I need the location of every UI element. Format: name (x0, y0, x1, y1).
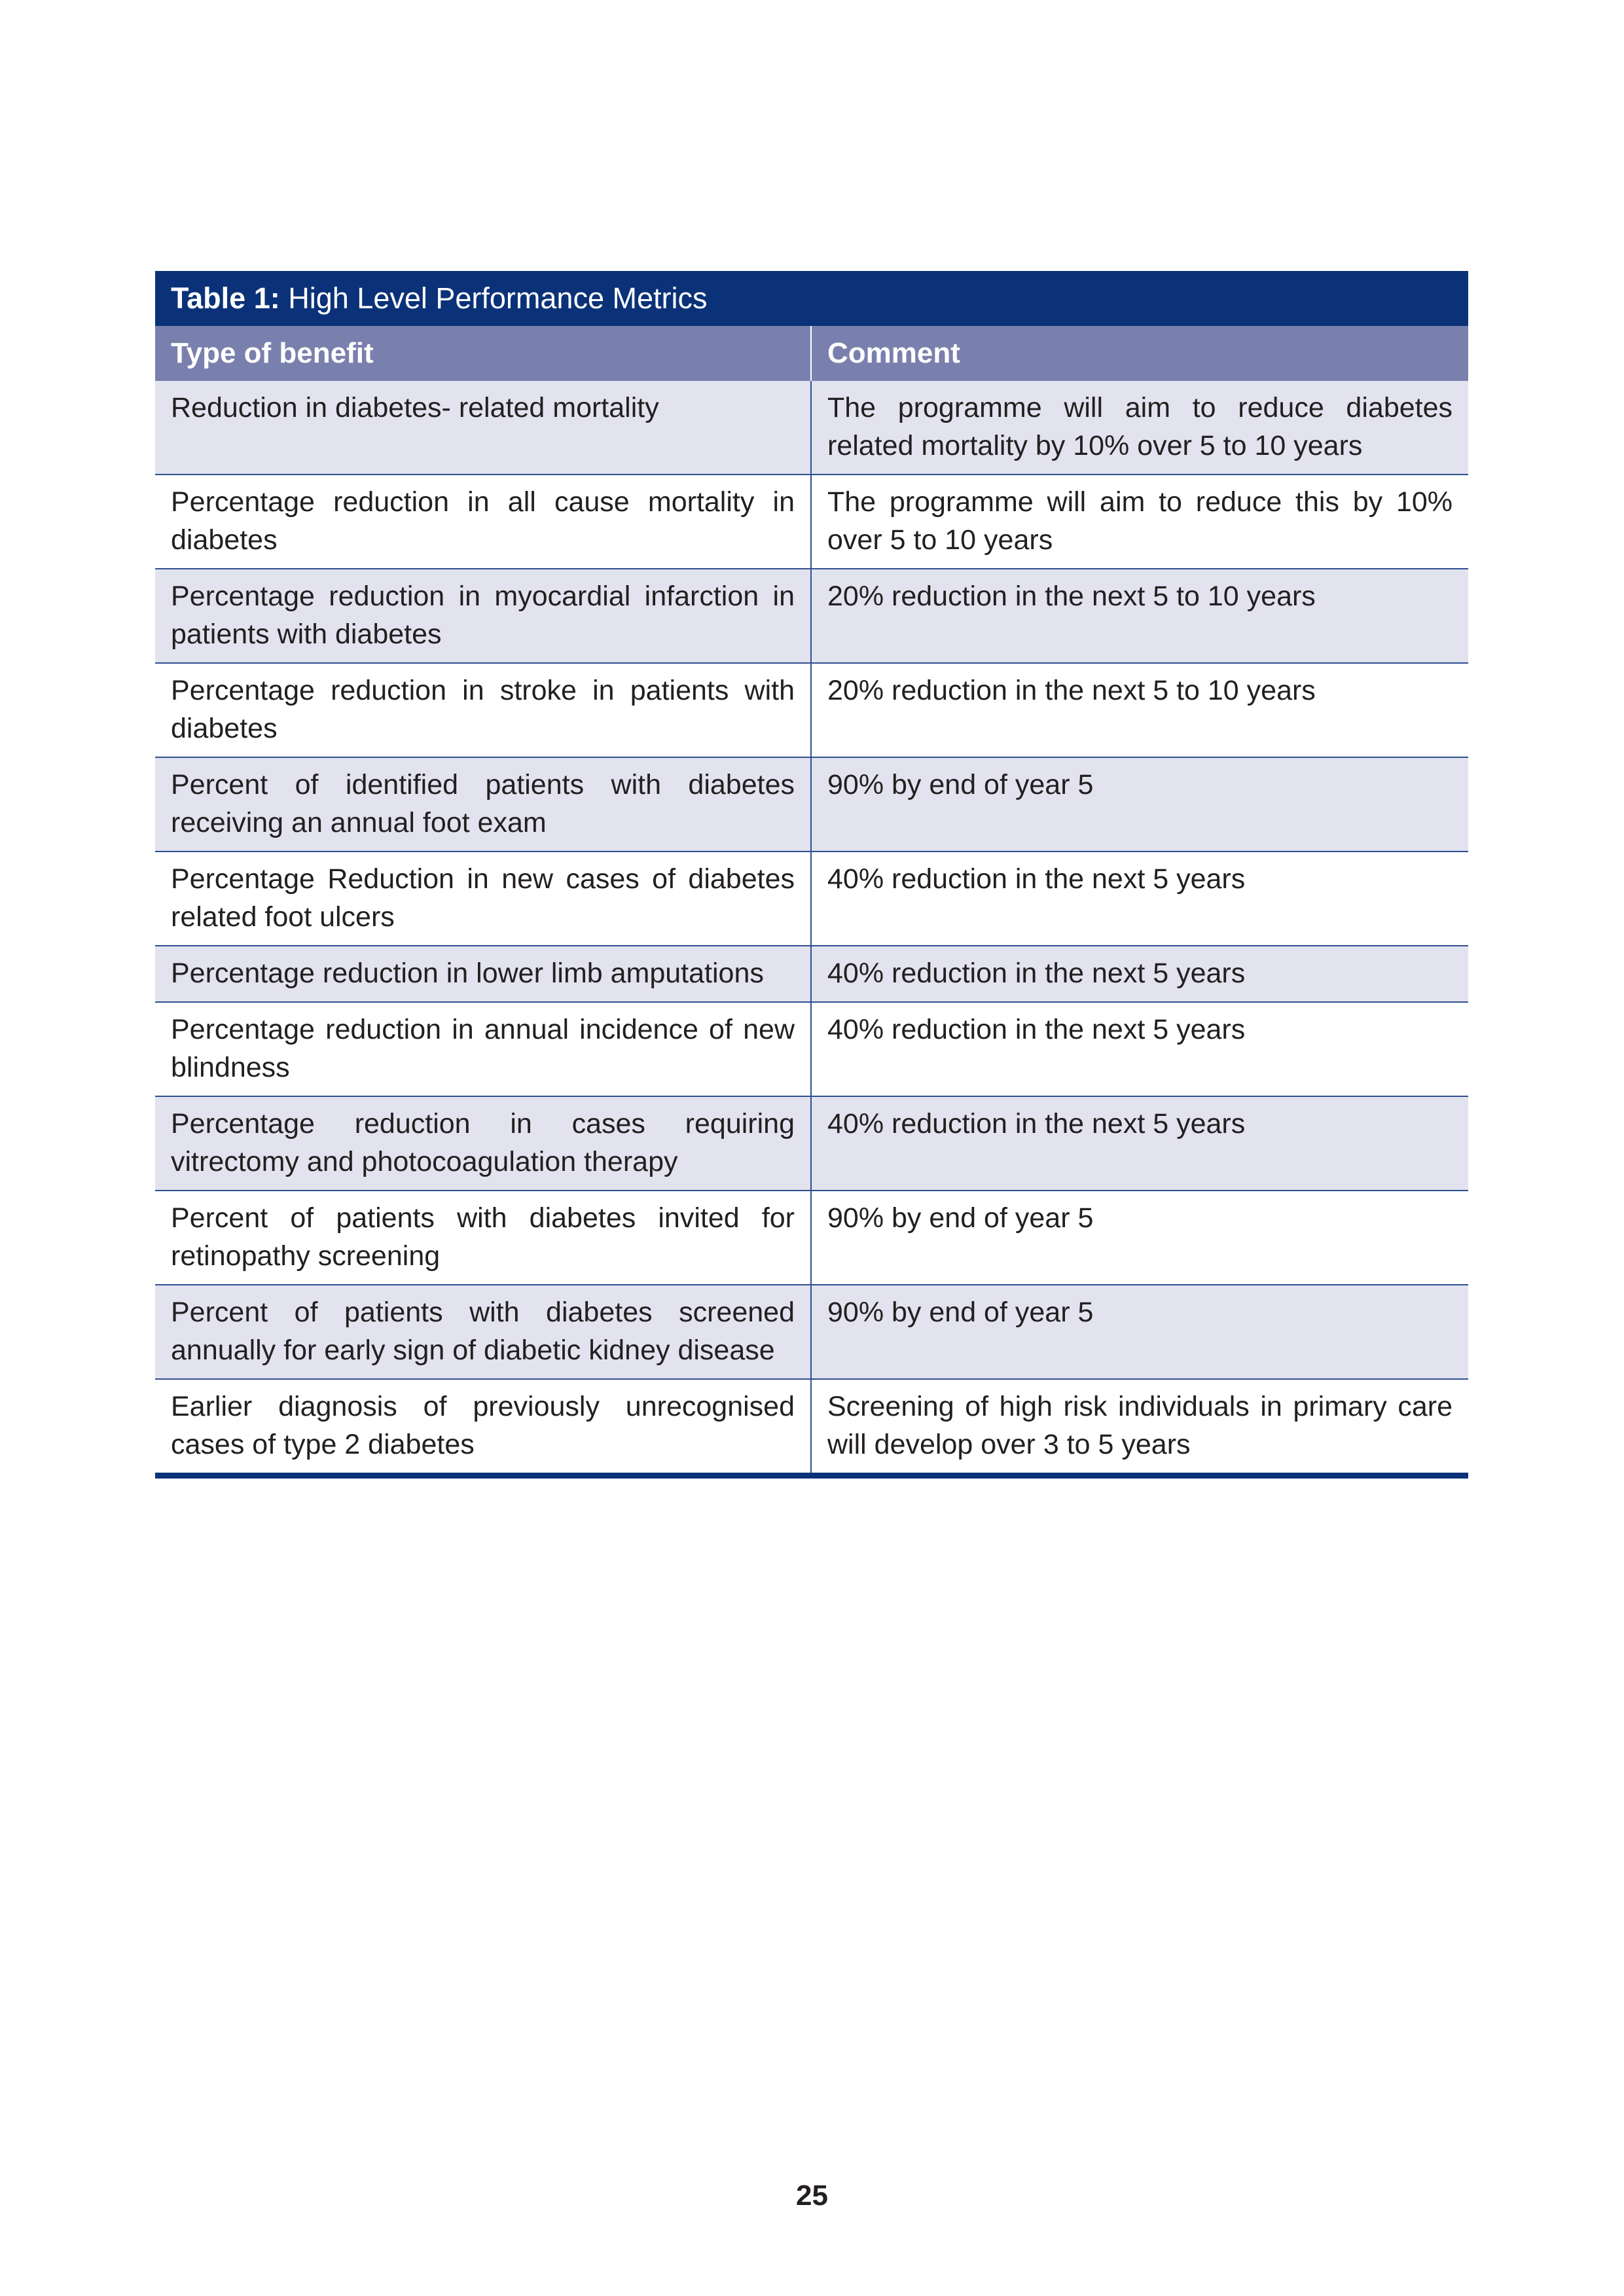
comment-cell: 40% reduction in the next 5 years (811, 946, 1468, 1002)
page-number: 25 (796, 2179, 828, 2212)
table-caption-row (155, 271, 1468, 326)
comment-cell: 90% by end of year 5 (811, 1191, 1468, 1285)
performance-metrics-table-wrapper (155, 271, 1468, 1479)
benefit-cell: Percentage reduction in myocardial infarction in patients with diabetes (155, 569, 811, 663)
table-row (155, 1096, 1468, 1191)
benefit-cell: Reduction in diabetes- related mortality (155, 381, 811, 475)
benefit-cell: Percentage reduction in annual incidence of new blindness (155, 1002, 811, 1096)
table-row (155, 946, 1468, 1002)
performance-metrics-table (155, 271, 1468, 1479)
comment-cell: 90% by end of year 5 (811, 757, 1468, 852)
table-caption-label: Table 1: (171, 281, 280, 315)
benefit-cell: Percentage reduction in stroke in patients with diabetes (155, 663, 811, 757)
comment-cell: The programme will aim to reduce diabetes related mortality by 10% over 5 to 10 years (811, 381, 1468, 475)
benefit-cell: Percent of patients with diabetes invited for retinopathy screening (155, 1191, 811, 1285)
benefit-cell: Percentage reduction in lower limb amputations (155, 946, 811, 1002)
table-row (155, 1285, 1468, 1379)
table-row (155, 1002, 1468, 1096)
table-row (155, 475, 1468, 569)
table-row (155, 569, 1468, 663)
benefit-cell: Percentage Reduction in new cases of diabetes related foot ulcers (155, 852, 811, 946)
benefit-cell: Percentage reduction in cases requiring vitrectomy and photocoagulation therapy (155, 1096, 811, 1191)
comment-cell: The programme will aim to reduce this by 10% over 5 to 10 years (811, 475, 1468, 569)
table-row (155, 1191, 1468, 1285)
benefit-cell: Percent of patients with diabetes screened annually for early sign of diabetic kidney disease (155, 1285, 811, 1379)
comment-cell: 40% reduction in the next 5 years (811, 1002, 1468, 1096)
benefit-cell: Percent of identified patients with diabetes receiving an annual foot exam (155, 757, 811, 852)
table-row (155, 1379, 1468, 1476)
benefit-cell: Earlier diagnosis of previously unrecognised cases of type 2 diabetes (155, 1379, 811, 1476)
comment-cell: 90% by end of year 5 (811, 1285, 1468, 1379)
comment-cell: 40% reduction in the next 5 years (811, 1096, 1468, 1191)
table-header-row (155, 326, 1468, 381)
benefit-cell: Percentage reduction in all cause mortality in diabetes (155, 475, 811, 569)
column-header-comment: Comment (811, 326, 1468, 381)
table-row (155, 663, 1468, 757)
comment-cell: 20% reduction in the next 5 to 10 years (811, 569, 1468, 663)
comment-cell: Screening of high risk individuals in primary care will develop over 3 to 5 years (811, 1379, 1468, 1476)
table-caption-title: High Level Performance Metrics (288, 281, 708, 315)
table-body (155, 381, 1468, 1476)
column-header-type-of-benefit: Type of benefit (155, 326, 811, 381)
table-row (155, 381, 1468, 475)
table-row (155, 852, 1468, 946)
table-row (155, 757, 1468, 852)
table-caption (155, 271, 1468, 326)
comment-cell: 40% reduction in the next 5 years (811, 852, 1468, 946)
comment-cell: 20% reduction in the next 5 to 10 years (811, 663, 1468, 757)
